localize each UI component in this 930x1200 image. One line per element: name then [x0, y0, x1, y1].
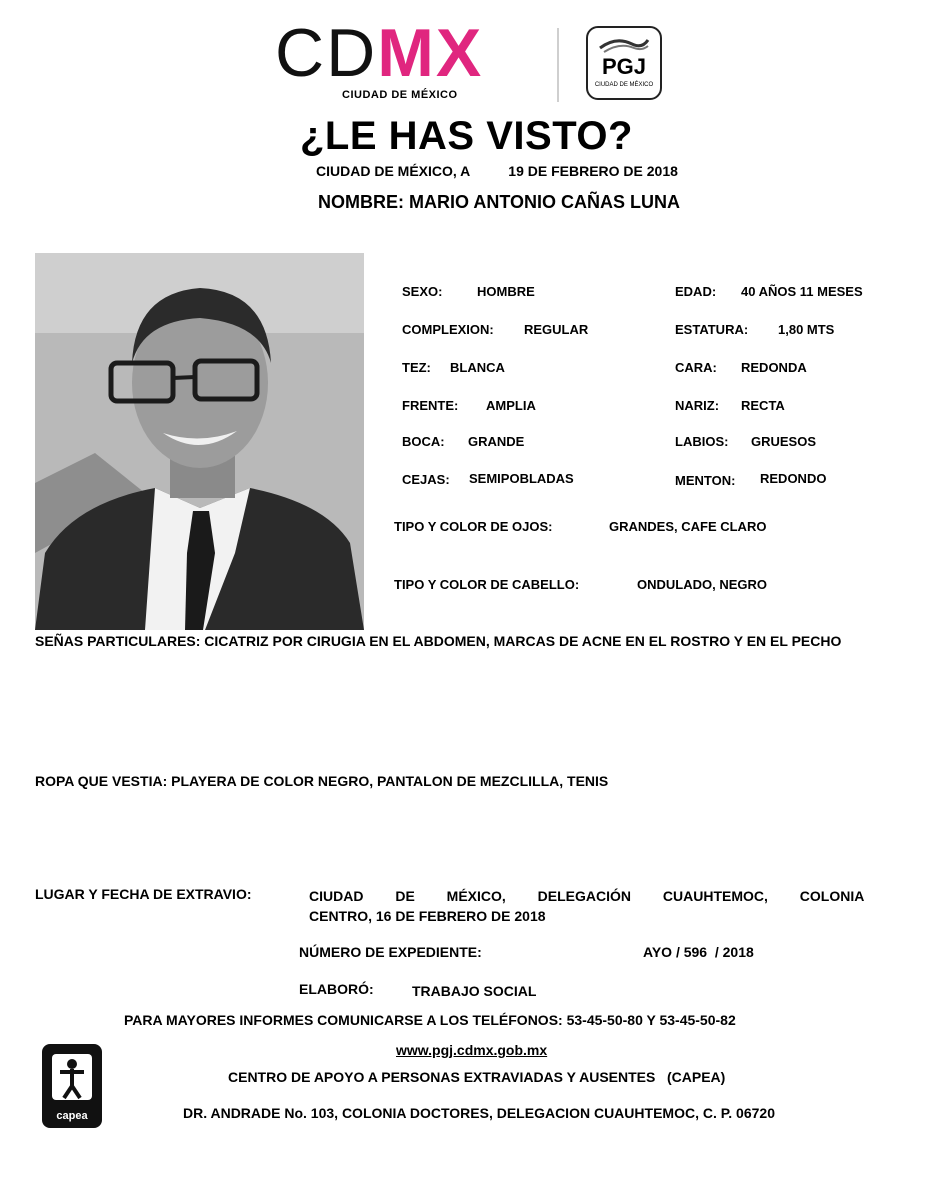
person-name: NOMBRE: MARIO ANTONIO CAÑAS LUNA [318, 192, 680, 212]
capea-logo-text: capea [56, 1110, 88, 1122]
lugar-line-2: CENTRO, 16 DE FEBRERO DE 2018 [309, 908, 546, 924]
pgj-swoosh-icon [598, 34, 650, 54]
tez-value: BLANCA [450, 360, 505, 375]
date-line [316, 163, 678, 179]
cabello-label: TIPO Y COLOR DE CABELLO: [394, 577, 580, 592]
cara-label: CARA: [675, 360, 717, 375]
pgj-logo [586, 26, 662, 100]
capea-center: CENTRO DE APOYO A PERSONAS EXTRAVIADAS Y AUSENTES (CAPEA) [228, 1069, 726, 1085]
menton-label: MENTON: [675, 473, 736, 488]
pgj-logo-subtitle: CIUDAD DE MÉXICO [594, 82, 654, 88]
website-link[interactable]: www.pgj.cdmx.gob.mx [396, 1042, 548, 1058]
page-title: ¿LE HAS VISTO? [300, 114, 633, 158]
expediente-label: NÚMERO DE EXPEDIENTE: [299, 944, 482, 960]
distinguishing-marks: SEÑAS PARTICULARES: CICATRIZ POR CIRUGIA EN EL ABDOMEN, MARCAS DE ACNE EN EL ROSTRO Y EN EL PECHO [35, 633, 842, 649]
cdmx-logo-subtitle: CIUDAD DE MÉXICO [342, 89, 458, 101]
edad-label: EDAD: [675, 284, 717, 299]
sexo-value: HOMBRE [477, 284, 535, 299]
nariz-label: NARIZ: [675, 398, 720, 413]
ojos-value: GRANDES, CAFE CLARO [609, 519, 767, 534]
portrait-illustration [35, 253, 364, 630]
phones-line: PARA MAYORES INFORMES COMUNICARSE A LOS TELÉFONOS: 53-45-50-80 Y 53-45-50-82 [124, 1012, 736, 1028]
date-prefix: CIUDAD DE MÉXICO, A [316, 163, 471, 179]
capea-figure-icon [42, 1046, 102, 1106]
estatura-value: 1,80 MTS [778, 322, 835, 337]
lugar-line-1: CIUDAD DE MÉXICO, DELEGACIÓN CUAUHTEMOC, COLONIA [309, 888, 865, 904]
lugar-label: LUGAR Y FECHA DE EXTRAVIO: [35, 886, 252, 902]
header-divider [557, 28, 559, 102]
cejas-label: CEJAS: [402, 472, 450, 487]
elaboro-label: ELABORÓ: [299, 981, 374, 997]
menton-value: REDONDO [760, 471, 827, 486]
elaboro-value: TRABAJO SOCIAL [412, 983, 537, 999]
labios-value: GRUESOS [751, 434, 817, 449]
cejas-value: SEMIPOBLADAS [469, 471, 574, 486]
frente-label: FRENTE: [402, 398, 459, 413]
ojos-label: TIPO Y COLOR DE OJOS: [394, 519, 553, 534]
labios-label: LABIOS: [675, 434, 729, 449]
cdmx-logo-cd: CD [275, 15, 378, 91]
sexo-label: SEXO: [402, 284, 443, 299]
tez-label: TEZ: [402, 360, 431, 375]
cara-value: REDONDA [741, 360, 807, 375]
edad-value: 40 AÑOS 11 MESES [741, 284, 863, 299]
pgj-logo-text: PGJ [601, 54, 647, 79]
clothing: ROPA QUE VESTIA: PLAYERA DE COLOR NEGRO, PANTALON DE MEZCLILLA, TENIS [35, 773, 609, 789]
person-photo [35, 253, 364, 630]
boca-label: BOCA: [402, 434, 445, 449]
complexion-label: COMPLEXION: [402, 322, 494, 337]
capea-logo [42, 1044, 102, 1128]
cdmx-logo-mx: MX [377, 15, 484, 91]
date-value: 19 DE FEBRERO DE 2018 [508, 163, 678, 179]
nariz-value: RECTA [741, 398, 785, 413]
address-line: DR. ANDRADE No. 103, COLONIA DOCTORES, DELEGACION CUAUHTEMOC, C. P. 06720 [183, 1105, 775, 1121]
lugar-value [309, 886, 873, 926]
cdmx-logo [275, 15, 484, 91]
boca-value: GRANDE [468, 434, 525, 449]
complexion-value: REGULAR [524, 322, 589, 337]
estatura-label: ESTATURA: [675, 322, 749, 337]
frente-value: AMPLIA [486, 398, 536, 413]
cabello-value: ONDULADO, NEGRO [637, 577, 767, 592]
expediente-value: AYO / 596 / 2018 [643, 944, 754, 960]
